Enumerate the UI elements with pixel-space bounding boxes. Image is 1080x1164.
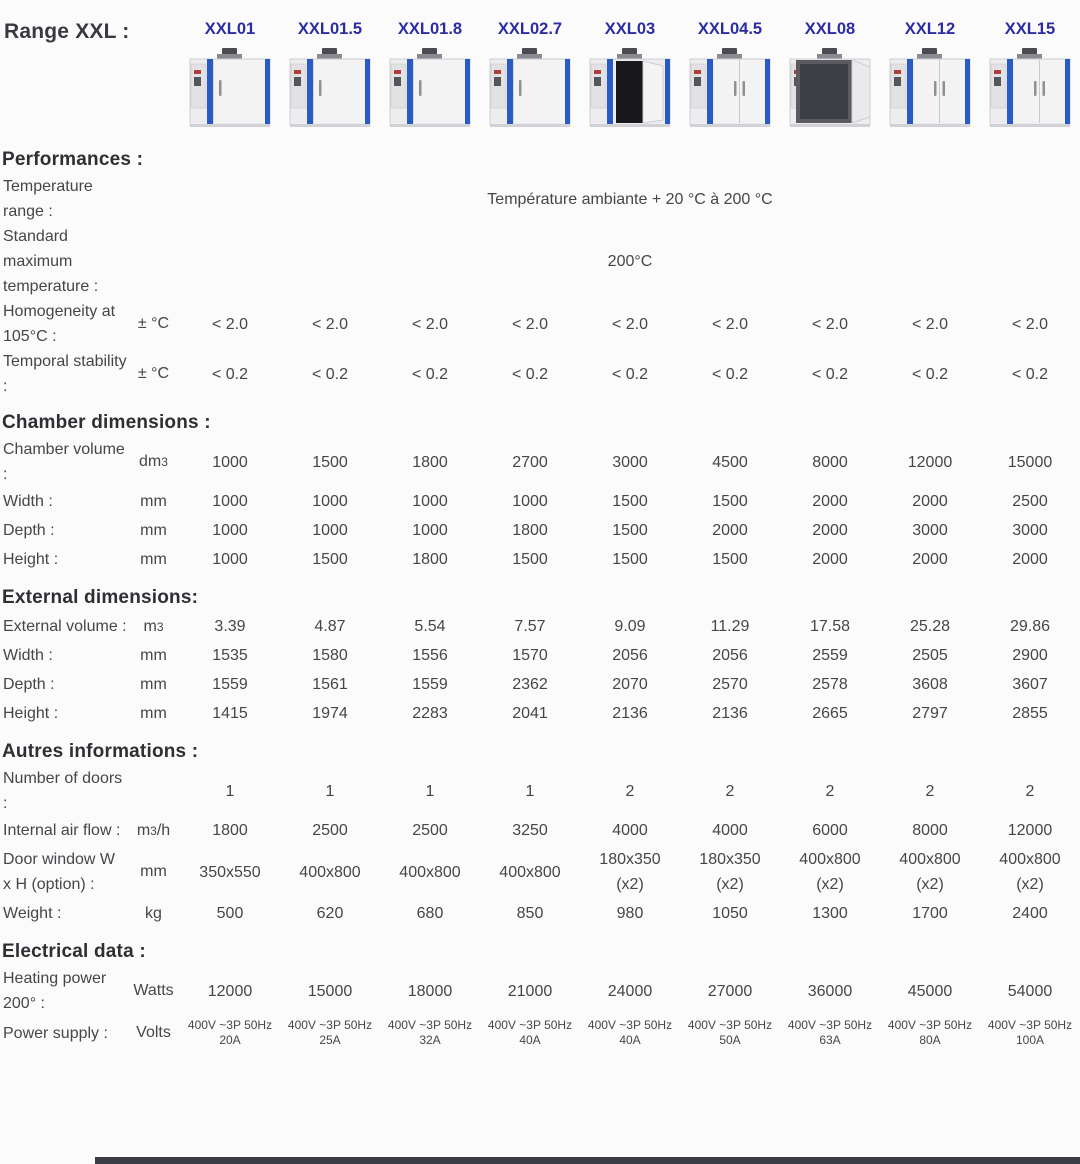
row-unit: m 3 [143, 617, 164, 635]
spec-value: < 0.2 [811, 365, 849, 383]
spec-value: 4000 [612, 822, 648, 839]
spec-value: 400V ~3P 50Hz 25A [287, 1018, 373, 1047]
spec-value: 1700 [912, 905, 948, 922]
spec-value: 1000 [412, 493, 448, 510]
spec-value: 400V ~3P 50Hz 63A [787, 1018, 873, 1047]
spec-value: 1500 [612, 551, 648, 568]
row-label: Weight : [3, 905, 62, 922]
spec-value: 680 [416, 905, 444, 922]
spec-value: 1000 [312, 522, 348, 539]
spec-value: 2500 [412, 822, 448, 839]
spec-value: 3608 [912, 676, 948, 693]
spec-value: 400V ~3P 50Hz 80A [887, 1018, 973, 1047]
spec-value: 400x800 (x2) [999, 851, 1061, 893]
spec-value: 2700 [512, 453, 548, 471]
row-label: Homogeneity at 105°C : [3, 303, 116, 345]
spec-value: < 0.2 [711, 365, 749, 383]
spec-value: 400x800 (x2) [899, 851, 961, 893]
spec-value: 15000 [307, 982, 353, 1000]
spec-value: 3000 [612, 453, 648, 471]
spec-value: 8000 [912, 822, 948, 839]
spec-value: 400x800 [399, 863, 461, 881]
spec-value: < 2.0 [311, 315, 349, 333]
model-name[interactable]: XXL01.8 [397, 20, 463, 38]
spec-value: 2283 [412, 705, 448, 722]
oven-image-xxl02-7 [484, 47, 576, 131]
row-unit: mm [140, 550, 167, 568]
spec-value: 1800 [412, 551, 448, 568]
spec-value: 6000 [812, 822, 848, 839]
oven-image-xxl01 [184, 47, 276, 131]
spec-value: 2000 [812, 522, 848, 539]
spec-value: 620 [316, 905, 344, 922]
spec-value: 4000 [712, 822, 748, 839]
spec-value: 2362 [512, 676, 548, 693]
spec-value: < 2.0 [611, 315, 649, 333]
spec-value: 1535 [212, 647, 248, 664]
spec-value: 1800 [412, 453, 448, 471]
row-unit: Watts [133, 982, 174, 999]
spec-value: 1500 [712, 551, 748, 568]
row-label: Temporal stability : [3, 353, 127, 395]
spec-value: 21000 [507, 982, 553, 1000]
model-column-xxl01 [180, 6, 280, 136]
section-title: Electrical data : [2, 941, 146, 962]
oven-image-xxl01-5 [284, 47, 376, 131]
oven-image-xxl01-8 [384, 47, 476, 131]
spec-value: 2 [825, 782, 835, 800]
spec-value: 18000 [407, 982, 453, 1000]
spec-value: 850 [516, 905, 544, 922]
row-label: Internal air flow : [3, 822, 121, 839]
spec-value: < 0.2 [411, 365, 449, 383]
row-label: Number of doors : [3, 770, 123, 812]
oven-image-xxl03 [584, 47, 676, 131]
spec-value: 400V ~3P 50Hz 20A [187, 1018, 273, 1047]
spec-value: 2000 [912, 551, 948, 568]
oven-image-xxl04-5 [684, 47, 776, 131]
spec-value: 2041 [512, 705, 548, 722]
row-label: Power supply : [3, 1024, 108, 1042]
row-label: Temperature range : [3, 178, 93, 220]
spec-row-weight [0, 899, 1080, 928]
spec-value: 2500 [312, 822, 348, 839]
row-unit: ± °C [137, 365, 170, 382]
spec-value: 2900 [1012, 647, 1048, 664]
row-label: Door window W x H (option) : [3, 851, 116, 893]
spec-value: 400x800 [299, 863, 361, 881]
spec-value: 45000 [907, 982, 953, 1000]
spec-row-chamber-volume [0, 437, 1080, 487]
spec-value: 2136 [612, 705, 648, 722]
spec-value: 400V ~3P 50Hz 50A [687, 1018, 773, 1047]
spec-value: < 2.0 [711, 315, 749, 333]
row-label: Height : [3, 551, 59, 568]
spec-value: 1000 [412, 522, 448, 539]
spec-value: 1 [425, 782, 435, 800]
spec-value: 3250 [512, 822, 548, 839]
spec-value: 1500 [612, 493, 648, 510]
spec-value: 1 [525, 782, 535, 800]
row-label: Chamber volume : [3, 441, 125, 483]
row-label: Height : [3, 705, 59, 722]
row-label: Heating power 200° : [3, 970, 107, 1012]
spec-value: 2559 [812, 647, 848, 664]
range-header [0, 0, 1080, 136]
spec-value: < 0.2 [1011, 365, 1049, 383]
model-name[interactable]: XXL02.7 [497, 20, 563, 38]
spec-value: 2 [625, 782, 635, 800]
oven-image-xxl08 [784, 47, 876, 131]
spec-value: < 2.0 [911, 315, 949, 333]
row-label: Depth : [3, 676, 55, 693]
spec-value: 1800 [212, 822, 248, 839]
range-title: Range XXL : [4, 20, 130, 43]
spec-value: 2070 [612, 676, 648, 693]
spec-value: 2000 [812, 551, 848, 568]
spec-value: 2855 [1012, 705, 1048, 722]
spec-value: < 2.0 [511, 315, 549, 333]
spec-value: < 0.2 [211, 365, 249, 383]
bottom-bar [95, 1157, 1080, 1164]
spec-value: 1000 [312, 493, 348, 510]
model-name[interactable]: XXL15 [1004, 20, 1056, 38]
spec-value: 2797 [912, 705, 948, 722]
spec-table [0, 149, 1080, 1050]
spec-value: 3.39 [214, 618, 246, 635]
spec-value: 1500 [612, 522, 648, 539]
row-unit [127, 187, 180, 212]
spec-value: 1556 [412, 647, 448, 664]
spec-value: 3607 [1012, 676, 1048, 693]
spec-row-width [0, 641, 1080, 670]
spec-row-width [0, 487, 1080, 516]
row-unit: ± °C [137, 315, 170, 332]
spec-value-span: Température ambiante + 20 °C à 200 °C [487, 190, 773, 208]
spec-value: 1800 [512, 522, 548, 539]
model-column-xxl12 [880, 6, 980, 136]
spec-row-height [0, 699, 1080, 728]
spec-value: 2500 [1012, 493, 1048, 510]
model-column-xxl01-5 [280, 6, 380, 136]
spec-value: 1300 [812, 905, 848, 922]
spec-row-power-supply [0, 1016, 1080, 1050]
spec-value: 2000 [1012, 551, 1048, 568]
model-name[interactable]: XXL04.5 [697, 20, 763, 38]
spec-value: < 2.0 [211, 315, 249, 333]
spec-value: 2578 [812, 676, 848, 693]
spec-value: 980 [616, 905, 644, 922]
spec-row-number-of-doors [0, 766, 1080, 816]
row-unit: kg [145, 904, 162, 922]
spec-value: 9.09 [614, 618, 646, 635]
model-name[interactable]: XXL08 [804, 20, 856, 38]
spec-value: 1559 [412, 676, 448, 693]
spec-value: 400x800 [499, 863, 561, 881]
row-unit: mm [140, 521, 167, 539]
oven-image-xxl15 [984, 47, 1076, 131]
spec-value: 400V ~3P 50Hz 32A [387, 1018, 473, 1047]
spec-value: 54000 [1007, 982, 1053, 1000]
spec-value: 2 [925, 782, 935, 800]
spec-value: 24000 [607, 982, 653, 1000]
row-unit: mm [140, 492, 167, 510]
spec-value: 17.58 [809, 618, 851, 635]
spec-value: 8000 [812, 453, 848, 471]
spec-value: 25.28 [909, 618, 951, 635]
spec-value: 1500 [312, 551, 348, 568]
row-label: External volume : [3, 618, 127, 635]
row-unit: dm 3 [139, 453, 168, 470]
row-unit: mm [140, 704, 167, 722]
spec-row-standard-maximum-temperature [0, 224, 1080, 299]
spec-value: 27000 [707, 982, 753, 1000]
spec-value: 2000 [912, 493, 948, 510]
spec-value: 1561 [312, 676, 348, 693]
spec-value: < 0.2 [911, 365, 949, 383]
spec-value: 12000 [1007, 822, 1053, 839]
row-unit: mm [140, 863, 167, 880]
section-chamber-dimensions [0, 412, 1080, 574]
spec-value: < 2.0 [1011, 315, 1049, 333]
spec-value: < 0.2 [311, 365, 349, 383]
row-unit: mm [140, 675, 167, 693]
spec-value: < 2.0 [411, 315, 449, 333]
spec-row-depth [0, 670, 1080, 699]
spec-row-internal-air-flow [0, 816, 1080, 845]
section-electrical-data [0, 941, 1080, 1050]
spec-value: 1500 [512, 551, 548, 568]
row-label: Standard maximum temperature : [3, 228, 99, 295]
spec-value: 1050 [712, 905, 748, 922]
row-label: Width : [3, 647, 53, 664]
model-column-xxl02-7 [480, 6, 580, 136]
spec-row-height [0, 545, 1080, 574]
spec-value: 3000 [1012, 522, 1048, 539]
spec-value: 1500 [312, 453, 348, 471]
row-unit [127, 779, 180, 804]
model-name[interactable]: XXL01.5 [297, 20, 363, 38]
spec-row-heating-power-200 [0, 966, 1080, 1016]
spec-value: 350x550 [199, 863, 261, 881]
model-column-xxl04-5 [680, 6, 780, 136]
spec-value: 1000 [512, 493, 548, 510]
spec-value: 11.29 [710, 618, 750, 635]
row-unit: m 3 /h [136, 821, 171, 839]
row-unit: Volts [136, 1024, 171, 1041]
row-unit: mm [140, 646, 167, 664]
spec-value: 400V ~3P 50Hz 100A [987, 1018, 1073, 1047]
spec-value: 2 [1025, 782, 1035, 800]
spec-value: 1415 [212, 705, 248, 722]
spec-value: 15000 [1007, 453, 1053, 471]
section-title: Autres informations : [2, 741, 199, 762]
spec-value: 1559 [212, 676, 248, 693]
spec-value: 4500 [712, 453, 748, 471]
spec-row-temporal-stability [0, 349, 1080, 399]
spec-value: 500 [216, 905, 244, 922]
section-title: Performances : [2, 149, 144, 170]
section-external-dimensions [0, 587, 1080, 728]
spec-value: 2056 [712, 647, 748, 664]
spec-value: 1570 [512, 647, 548, 664]
spec-value: 400V ~3P 50Hz 40A [487, 1018, 573, 1047]
spec-value: < 2.0 [811, 315, 849, 333]
spec-value: 1 [325, 782, 335, 800]
spec-value: 1000 [212, 453, 248, 471]
spec-value: 2 [725, 782, 735, 800]
model-name[interactable]: XXL01 [204, 20, 256, 38]
spec-value: 2505 [912, 647, 948, 664]
row-label: Width : [3, 493, 53, 510]
spec-value: 2056 [612, 647, 648, 664]
section-performances [0, 149, 1080, 399]
spec-value: 1000 [212, 551, 248, 568]
spec-value: 400x800 (x2) [799, 851, 861, 893]
model-column-xxl08 [780, 6, 880, 136]
spec-value: 1580 [312, 647, 348, 664]
model-column-xxl01-8 [380, 6, 480, 136]
spec-value-span: 200°C [607, 253, 653, 270]
spec-value: 1500 [712, 493, 748, 510]
spec-value: < 0.2 [511, 365, 549, 383]
spec-value: 4.87 [314, 618, 346, 635]
section-title: Chamber dimensions : [2, 412, 211, 433]
spec-value: 400V ~3P 50Hz 40A [587, 1018, 673, 1047]
spec-value: 5.54 [414, 618, 446, 635]
section-title: External dimensions: [2, 587, 199, 608]
spec-value: 1 [225, 782, 235, 800]
spec-value: 36000 [807, 982, 853, 1000]
spec-value: 2570 [712, 676, 748, 693]
row-label: Depth : [3, 522, 55, 539]
spec-value: 2400 [1012, 905, 1048, 922]
spec-value: 2000 [712, 522, 748, 539]
model-name[interactable]: XXL03 [604, 20, 656, 38]
spec-value: 180x350 (x2) [699, 851, 761, 893]
model-column-xxl15 [980, 6, 1080, 136]
model-name[interactable]: XXL12 [904, 20, 956, 38]
spec-value: 29.86 [1009, 618, 1051, 635]
spec-value: 7.57 [514, 618, 546, 635]
spec-row-homogeneity-at-105-c [0, 299, 1080, 349]
spec-value: 3000 [912, 522, 948, 539]
spec-row-door-window-w-x-h-option [0, 845, 1080, 899]
spec-value: 1000 [212, 493, 248, 510]
oven-image-xxl12 [884, 47, 976, 131]
spec-value: 2000 [812, 493, 848, 510]
spec-row-external-volume [0, 612, 1080, 641]
spec-value: 2136 [712, 705, 748, 722]
spec-value: 2665 [812, 705, 848, 722]
spec-value: 12000 [207, 982, 253, 1000]
spec-value: 1974 [312, 705, 348, 722]
model-column-xxl03 [580, 6, 680, 136]
spec-value: < 0.2 [611, 365, 649, 383]
spec-row-temperature-range [0, 174, 1080, 224]
spec-value: 12000 [907, 453, 953, 471]
spec-value: 180x350 (x2) [599, 851, 661, 893]
spec-row-depth [0, 516, 1080, 545]
row-unit [127, 249, 180, 274]
spec-value: 1000 [212, 522, 248, 539]
section-autres-informations [0, 741, 1080, 928]
